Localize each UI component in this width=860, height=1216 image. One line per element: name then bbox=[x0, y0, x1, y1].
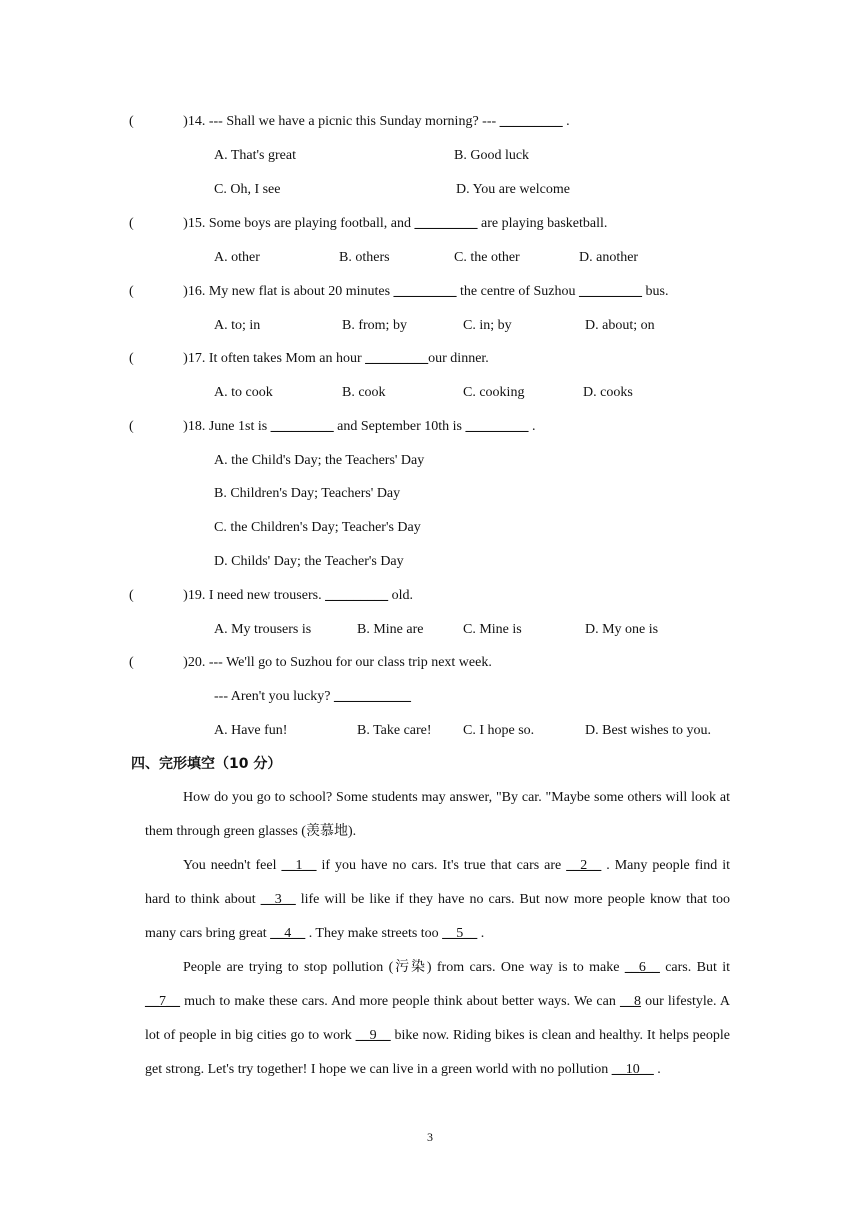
cloze-blank-5: __5__ bbox=[442, 926, 478, 941]
option-a: A. My trousers is bbox=[214, 622, 312, 637]
answer-blank: _________ bbox=[393, 284, 457, 299]
answer-blank: _________ bbox=[579, 284, 643, 299]
cloze-blank-8: __8 bbox=[620, 994, 641, 1009]
cloze-blank-2: __2__ bbox=[566, 858, 602, 873]
answer-blank: _________ bbox=[414, 216, 478, 231]
answer-paren: ( bbox=[129, 216, 134, 231]
option-b: B. cook bbox=[342, 385, 386, 400]
cloze-blank-9: __9__ bbox=[355, 1028, 391, 1043]
option-c: C. cooking bbox=[463, 385, 525, 400]
answer-blank: ___________ bbox=[333, 689, 411, 704]
answer-blank: _________ bbox=[465, 419, 529, 434]
answer-paren: ( bbox=[129, 114, 134, 129]
passage-paragraph-1: How do you go to school? Some students may answer, "By car. "Maybe some others will look at them through green glasses (羡慕地). bbox=[145, 790, 730, 839]
option-b: B. Mine are bbox=[357, 622, 424, 637]
option-d: D. Best wishes to you. bbox=[585, 723, 711, 738]
answer-blank: _________ bbox=[270, 419, 334, 434]
cloze-passage bbox=[145, 781, 730, 1087]
section-title: 四、完形填空（10 分） bbox=[131, 756, 282, 772]
option-d: D. My one is bbox=[585, 622, 659, 637]
option-d: D. You are welcome bbox=[456, 182, 570, 197]
option-b: B. Good luck bbox=[454, 148, 530, 163]
option-d: D. Childs' Day; the Teacher's Day bbox=[214, 554, 404, 569]
option-b: B. Take care! bbox=[357, 723, 432, 738]
option-a: A. Have fun! bbox=[214, 723, 288, 738]
question-15-stem: ( )15. Some boys are playing football, and _________ are playing basketball. bbox=[129, 216, 608, 231]
cloze-blank-1: __1__ bbox=[281, 858, 317, 873]
answer-paren: ( bbox=[129, 419, 134, 434]
option-b: B. Children's Day; Teachers' Day bbox=[214, 486, 401, 501]
cloze-blank-3: __3__ bbox=[260, 892, 296, 907]
option-b: B. from; by bbox=[342, 318, 407, 333]
answer-blank: _________ bbox=[365, 351, 429, 366]
option-a: A. the Child's Day; the Teachers' Day bbox=[214, 453, 425, 468]
option-c: C. the other bbox=[454, 250, 520, 265]
cloze-blank-4: __4__ bbox=[270, 926, 306, 941]
option-a: A. That's great bbox=[214, 148, 296, 163]
option-a: A. to cook bbox=[214, 385, 273, 400]
option-d: D. another bbox=[579, 250, 639, 265]
passage-paragraph-2: You needn't feel __1__ if you have no cars. It's true that cars are __2__ . Many people find it hard to think about __3__ life will be like if they have no cars. But now more people know that too many cars bring great __4__ . They make streets too __5__ . bbox=[145, 858, 730, 941]
page-number: 3 bbox=[427, 1130, 433, 1144]
option-c: C. the Children's Day; Teacher's Day bbox=[214, 520, 421, 535]
option-a: A. other bbox=[214, 250, 260, 265]
question-17-stem: ( )17. It often takes Mom an hour _________our dinner. bbox=[129, 351, 489, 366]
option-c: C. Oh, I see bbox=[214, 182, 281, 197]
option-c: C. I hope so. bbox=[463, 723, 535, 738]
passage-paragraph-3: People are trying to stop pollution (污染) from cars. One way is to make __6__ cars. But it __7__ much to make these cars. And more people think about better ways. We can __8 our lifestyle. A lot of people in big cities go to work __9__ bike now. Riding bikes is clean and healthy. It helps people get strong. Let's try together! I hope we can live in a green world with no pollution __10__ . bbox=[145, 960, 730, 1077]
question-16-stem: ( )16. My new flat is about 20 minutes _________ the centre of Suzhou _________ bus. bbox=[129, 284, 669, 299]
option-c: C. Mine is bbox=[463, 622, 522, 637]
question-14-stem: ( )14. --- Shall we have a picnic this Sunday morning? --- _________ . bbox=[129, 114, 570, 129]
answer-paren: ( bbox=[129, 351, 134, 366]
answer-paren: ( bbox=[129, 655, 134, 670]
answer-paren: ( bbox=[129, 284, 134, 299]
option-d: D. about; on bbox=[585, 318, 655, 333]
cloze-blank-10: __10__ bbox=[611, 1062, 654, 1077]
option-c: C. in; by bbox=[463, 318, 512, 333]
option-b: B. others bbox=[339, 250, 390, 265]
question-20-stem: ( )20. --- We'll go to Suzhou for our class trip next week. bbox=[129, 655, 492, 670]
answer-paren: ( bbox=[129, 588, 134, 603]
cloze-blank-7: __7__ bbox=[145, 994, 180, 1009]
cloze-blank-6: __6__ bbox=[624, 960, 660, 975]
option-d: D. cooks bbox=[583, 385, 633, 400]
answer-blank: _________ bbox=[499, 114, 563, 129]
answer-blank: _________ bbox=[325, 588, 389, 603]
question-18-stem: ( )18. June 1st is _________ and September 10th is _________ . bbox=[129, 419, 536, 434]
option-a: A. to; in bbox=[214, 318, 261, 333]
question-20-reply: --- Aren't you lucky? ___________ bbox=[214, 689, 411, 704]
question-19-stem: ( )19. I need new trousers. _________ old. bbox=[129, 588, 413, 603]
